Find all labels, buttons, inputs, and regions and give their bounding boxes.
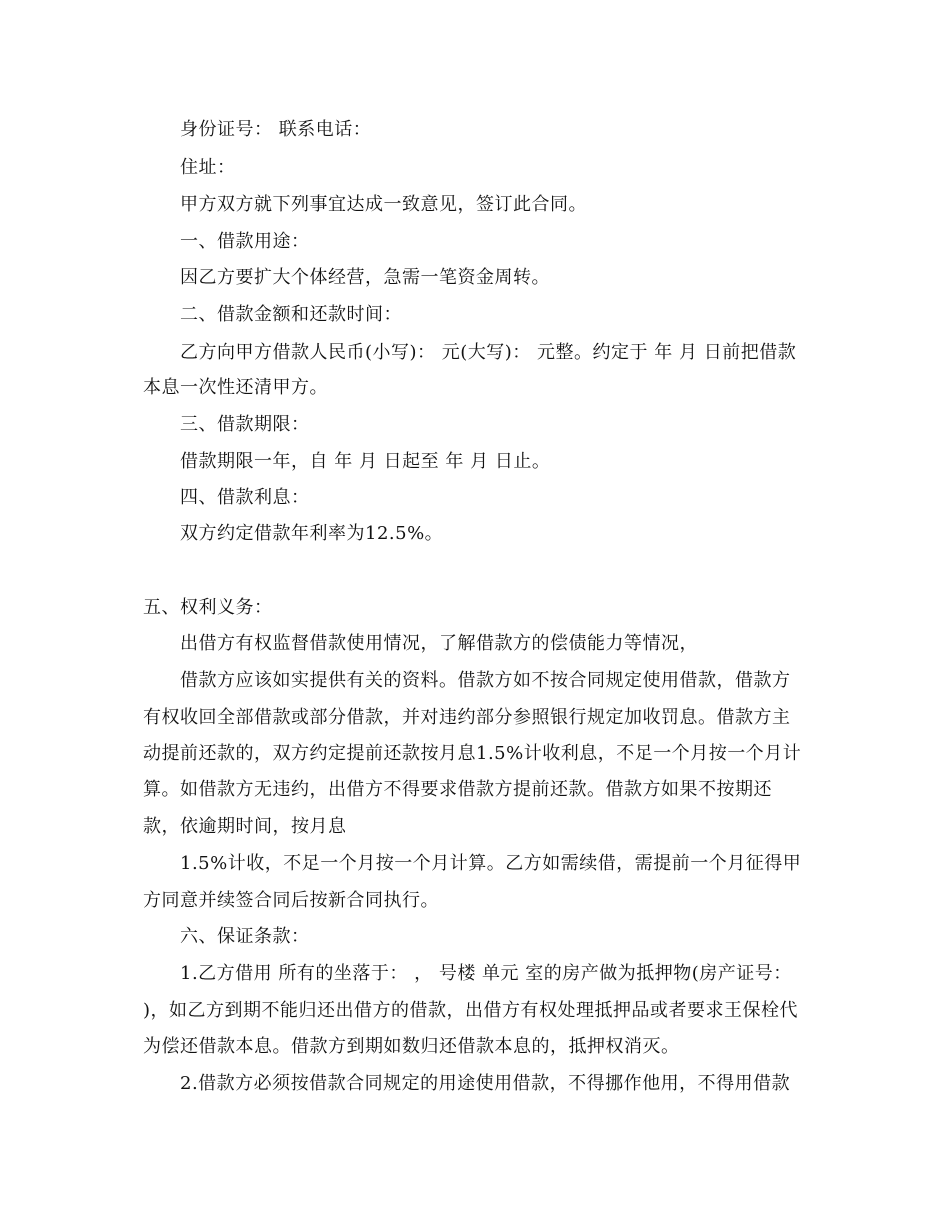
section-4-heading: 四、借款利息： xyxy=(180,487,310,508)
section-6-heading: 六、保证条款： xyxy=(180,926,310,947)
section-3-heading: 三、借款期限： xyxy=(180,414,310,435)
section-5-text-8: 方同意并续签合同后按新合同执行。 xyxy=(143,890,439,911)
section-2-heading: 二、借款金额和还款时间： xyxy=(180,304,402,325)
agreement-intro: 甲方双方就下列事宜达成一致意见，签订此合同。 xyxy=(180,194,587,215)
address-line: 住址： xyxy=(180,157,236,178)
section-6-item-1-line-2: )，如乙方到期不能归还出借方的借款，出借方有权处理抵押品或者要求王保栓代 xyxy=(143,1000,799,1021)
section-2-text-2: 本息一次性还清甲方。 xyxy=(143,377,328,398)
section-2-text-1: 乙方向甲方借款人民币(小写)： 元(大写)： 元整。约定于 年 月 日前把借款 xyxy=(180,342,797,363)
section-4-text: 双方约定借款年利率为12.5%。 xyxy=(180,523,444,544)
id-phone-line: 身份证号： 联系电话： xyxy=(180,119,372,140)
section-3-text: 借款期限一年，自 年 月 日起至 年 月 日止。 xyxy=(180,451,551,472)
section-6-item-1-line-3: 为偿还借款本息。借款方到期如数归还借款本息的，抵押权消灭。 xyxy=(143,1036,680,1057)
section-5-text-2: 借款方应该如实提供有关的资料。借款方如不按合同规定使用借款，借款方 xyxy=(180,670,791,691)
section-5-heading: 五、权利义务： xyxy=(143,597,273,618)
section-5-text-3: 有权收回全部借款或部分借款，并对违约部分参照银行规定加收罚息。借款方主 xyxy=(143,707,791,728)
section-5-text-7: 1.5%计收，不足一个月按一个月计算。乙方如需续借，需提前一个月征得甲 xyxy=(180,853,802,874)
section-5-text-5: 算。如借款方无违约，出借方不得要求借款方提前还款。借款方如果不按期还 xyxy=(143,779,772,800)
section-5-text-1: 出借方有权监督借款使用情况，了解借款方的偿债能力等情况， xyxy=(180,633,698,654)
section-5-text-4: 动提前还款的，双方约定提前还款按月息1.5%计收利息，不足一个月按一个月计 xyxy=(143,743,802,764)
section-5-text-6: 款，依逾期时间，按月息 xyxy=(143,816,347,837)
section-1-heading: 一、借款用途： xyxy=(180,231,310,252)
section-6-item-2-line-1: 2.借款方必须按借款合同规定的用途使用借款，不得挪作他用，不得用借款 xyxy=(180,1073,791,1094)
section-1-text: 因乙方要扩大个体经营，急需一笔资金周转。 xyxy=(180,267,550,288)
section-6-item-1-line-1: 1.乙方借用 所有的坐落于： ， 号楼 单元 室的房产做为抵押物(房产证号： xyxy=(180,963,792,984)
